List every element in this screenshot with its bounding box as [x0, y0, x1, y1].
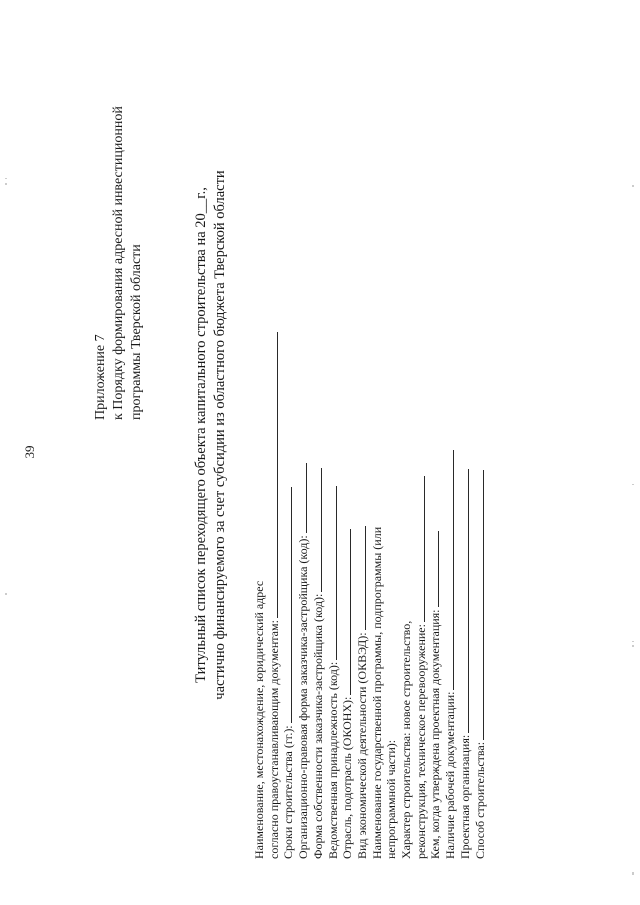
fill-line — [340, 529, 351, 695]
fill-line — [281, 487, 292, 723]
appendix-line: Приложение 7 — [93, 334, 108, 420]
field-label: Проектная организация: — [457, 734, 472, 859]
field-row — [281, 339, 296, 859]
field-row — [355, 339, 370, 859]
field-label: Характер строительства: новое строительство, — [399, 620, 414, 859]
page-number: 39 — [22, 445, 37, 459]
field-label: Отрасль, подотрасль (ОКОНХ): — [340, 696, 355, 859]
fill-line — [355, 526, 366, 630]
field-label: согласно правоустанавливающим документам: — [266, 620, 281, 859]
appendix-line: к Порядку формирования адресной инвестиционной — [111, 106, 126, 420]
appendix-line: программы Тверской области — [129, 244, 144, 420]
form-fields — [252, 339, 487, 859]
field-row — [340, 339, 355, 859]
fill-line — [443, 450, 454, 690]
fill-line — [296, 463, 307, 533]
field-label: Организационно-правовая форма заказчика-застройщика (код): — [296, 535, 311, 859]
field-label: Наименование, местонахождение, юридический адрес — [252, 580, 266, 859]
fill-line — [428, 531, 439, 607]
fill-line — [311, 468, 322, 592]
field-label: реконструкция, техническое перевооружение: — [413, 624, 428, 859]
field-row — [443, 339, 458, 859]
fill-line — [267, 332, 278, 618]
field-row — [458, 339, 473, 859]
field-label: непрограммной части): — [384, 739, 399, 859]
field-row — [399, 339, 414, 859]
field-row — [267, 339, 282, 859]
field-label: Кем, когда утверждена проектная документация: — [428, 609, 443, 859]
field-row — [296, 339, 311, 859]
field-label: Ведомственная принадлежность (код): — [325, 661, 340, 859]
fill-line — [458, 469, 469, 733]
field-row — [326, 339, 341, 859]
field-label: Наличие рабочей документации: — [443, 691, 458, 859]
document-title — [192, 115, 230, 755]
field-label: Форма собственности заказчика-застройщика (код): — [310, 593, 325, 859]
appendix-header — [92, 60, 146, 420]
fill-line — [326, 486, 337, 660]
title-line: частично финансируемого за счет субсидии из областного бюджета Тверской области — [212, 170, 228, 700]
fill-line — [414, 476, 425, 622]
fill-line — [473, 470, 484, 740]
field-row — [311, 339, 326, 859]
field-row — [428, 339, 443, 859]
field-row — [414, 339, 429, 859]
field-row — [473, 339, 488, 859]
title-line: Титульный список переходящего объекта капитального строительства на 20__г., — [193, 187, 209, 683]
field-label: Вид экономической деятельности (ОКВЭД): — [354, 632, 369, 859]
field-row — [370, 339, 385, 859]
field-label: Наименование государственной программы, подпрограммы (или — [369, 526, 384, 859]
field-label: Сроки строительства (гг.): — [281, 725, 296, 859]
field-label: Способ строительства: — [472, 741, 487, 859]
field-row — [252, 339, 267, 859]
field-row — [384, 339, 399, 859]
